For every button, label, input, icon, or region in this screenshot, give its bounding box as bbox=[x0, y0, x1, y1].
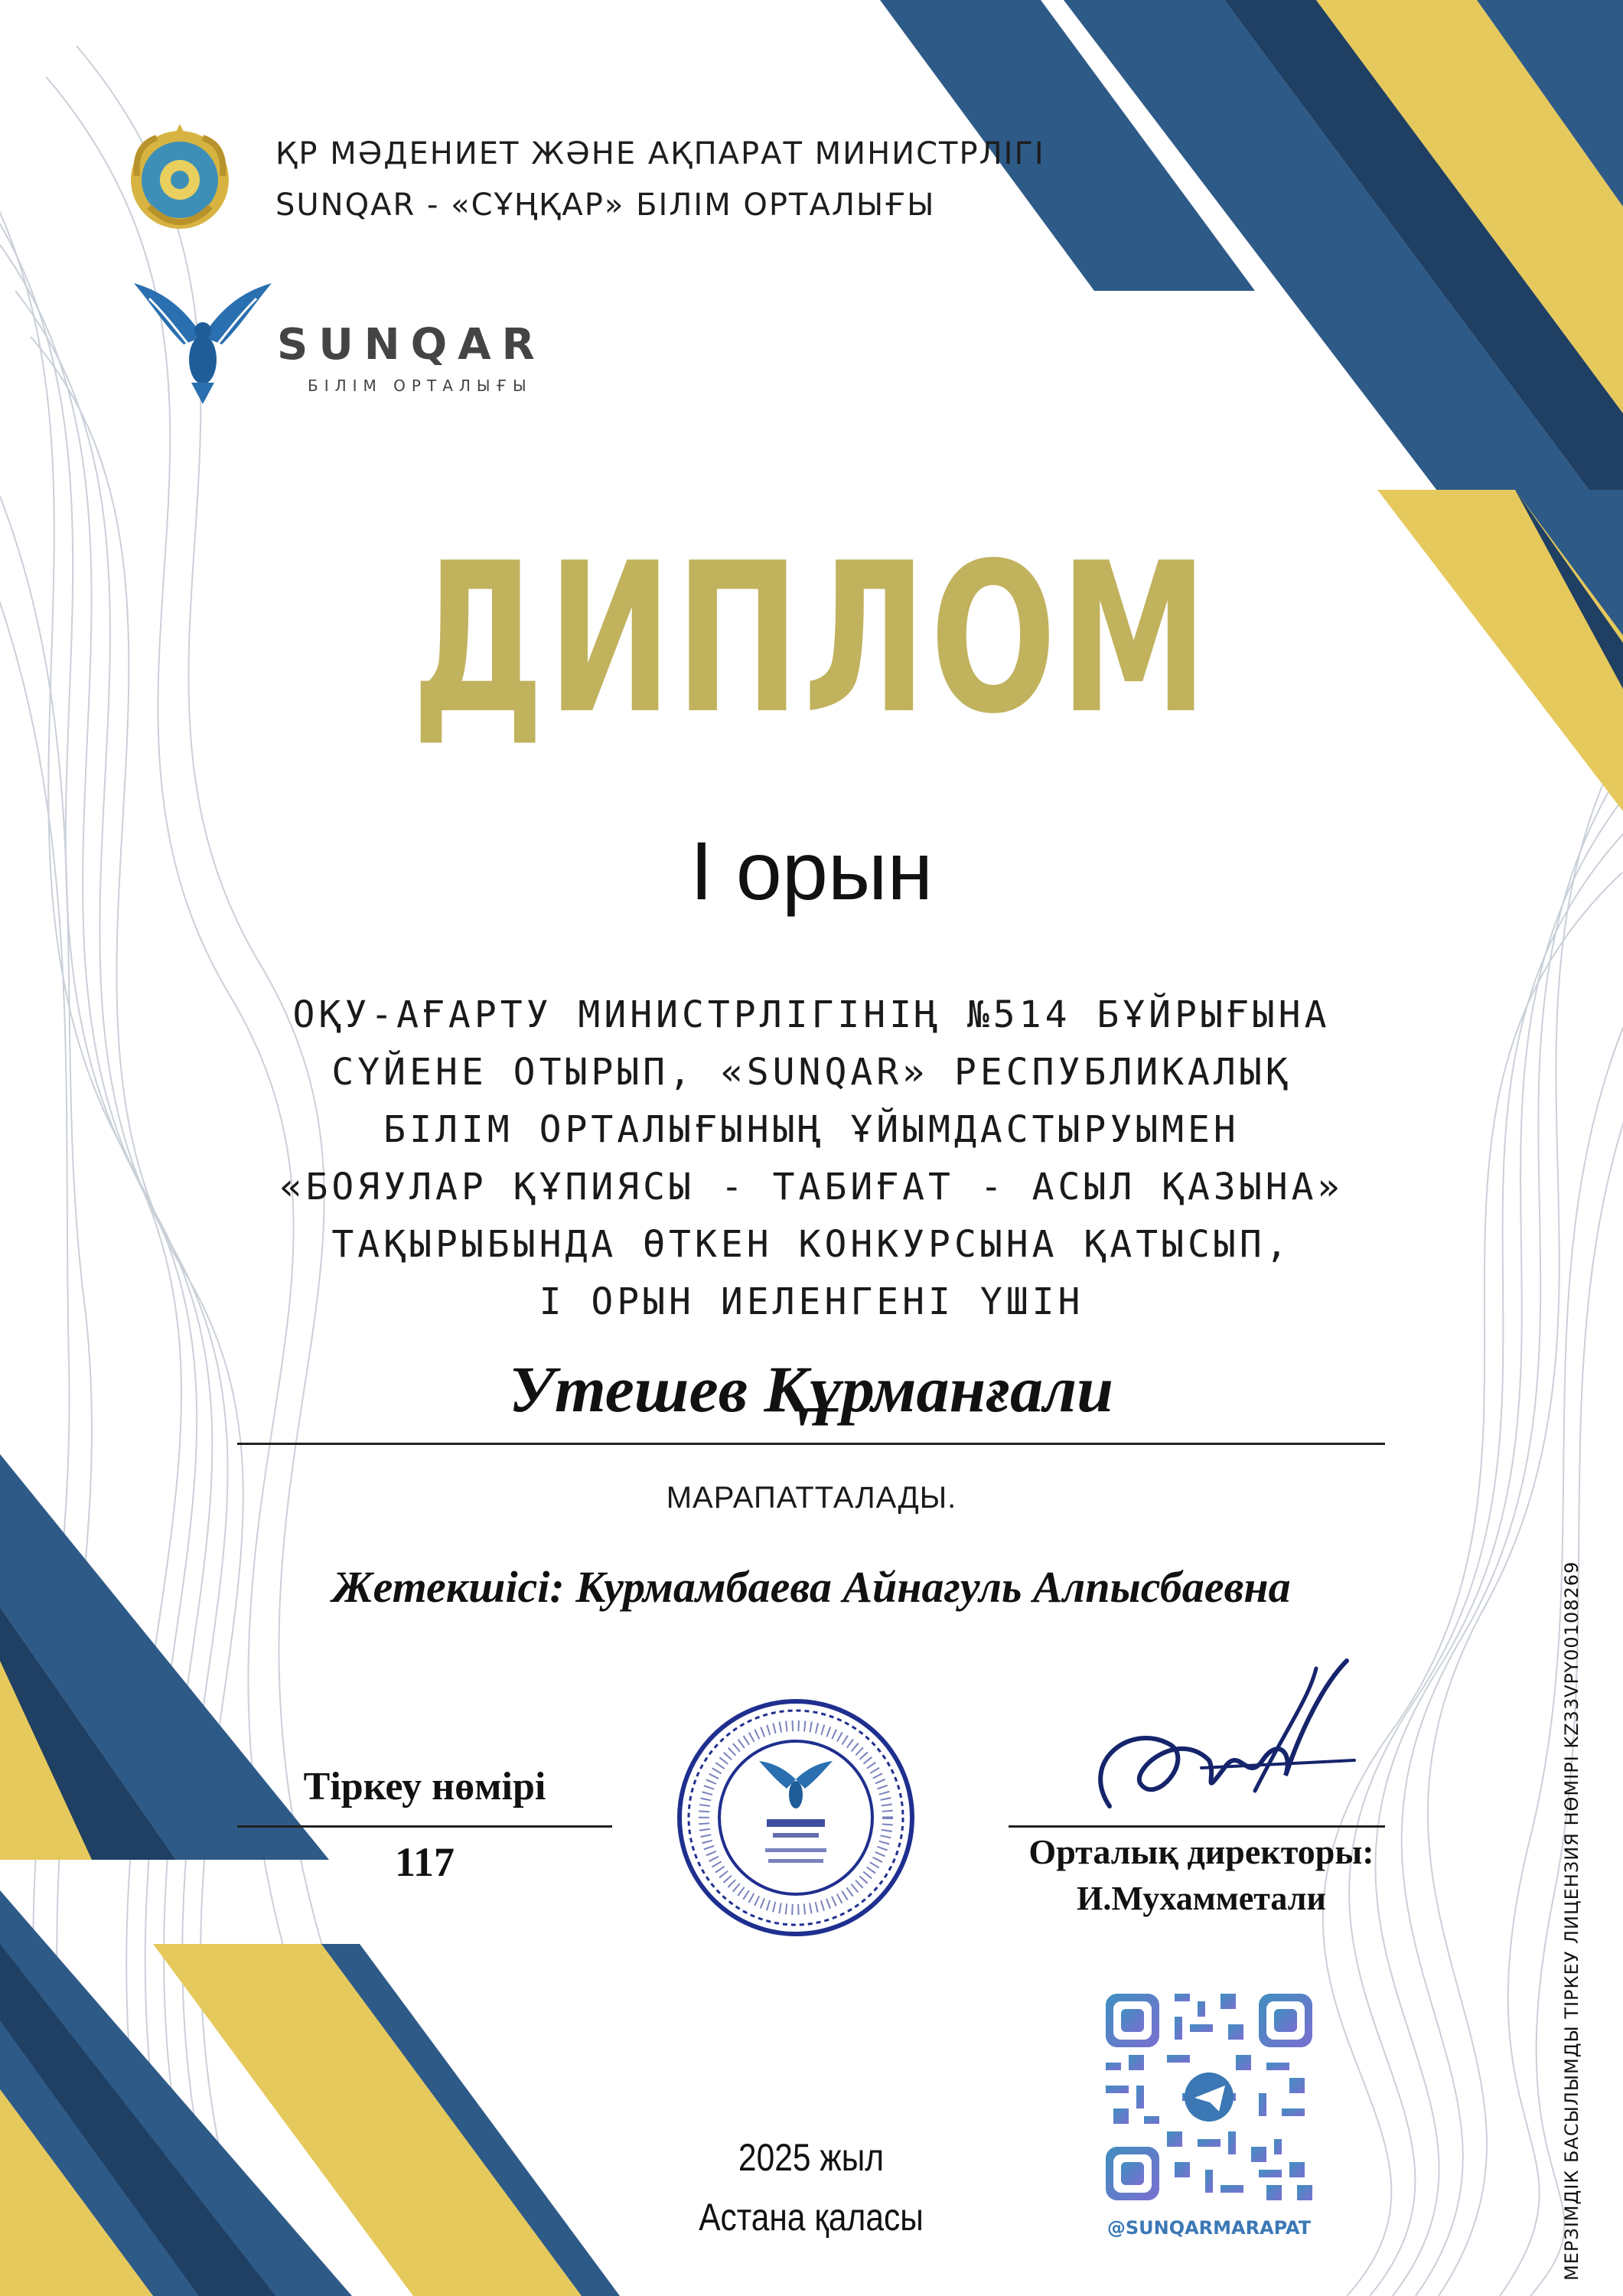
body-line-5: ТАҚЫРЫБЫНДА ӨТКЕН КОНКУРСЫНА ҚАТЫСЫП, bbox=[331, 1223, 1292, 1266]
director-name: И.Мухамметали bbox=[1077, 1880, 1326, 1917]
license-number: МЕРЗІМДІК БАСЫЛЫМДЫ ТІРКЕУ ЛИЦЕНЗИЯ НӨМІРІ KZ33VPY00108269 bbox=[1561, 1561, 1582, 2281]
ministry-line: ҚР МӘДЕНИЕТ ЖӘНЕ АҚПАРАТ МИНИСТРЛІГІ bbox=[275, 136, 1045, 171]
handwritten-signature-icon bbox=[1064, 1653, 1370, 1829]
social-handle[interactable]: @SUNQARMARAPAT bbox=[1106, 2217, 1312, 2239]
brand-subtitle: БІЛІМ ОРТАЛЫҒЫ bbox=[308, 377, 533, 395]
body-line-4: «БОЯУЛАР ҚҰПИЯСЫ - ТАБИҒАТ - АСЫЛ ҚАЗЫНА» bbox=[279, 1166, 1344, 1208]
registration-underline bbox=[237, 1825, 612, 1828]
supervisor-line: Жетекшісі: Курмамбаева Айнагуль Алпысбаевна bbox=[332, 1562, 1291, 1612]
registration-number: 117 bbox=[394, 1839, 455, 1885]
brand-name: SUNQAR bbox=[277, 320, 546, 370]
body-line-1: ОҚУ-АҒАРТУ МИНИСТРЛІГІНІҢ №514 БҰЙРЫҒЫНА bbox=[292, 993, 1331, 1036]
issue-city: Астана қаласы bbox=[699, 2196, 924, 2239]
kazakhstan-emblem-icon bbox=[126, 122, 233, 237]
center-line: SUNQAR - «СҰҢҚАР» БІЛІМ ОРТАЛЫҒЫ bbox=[275, 188, 936, 223]
qr-code-icon[interactable] bbox=[1106, 1994, 1312, 2200]
issue-year: 2025 жыл bbox=[738, 2136, 885, 2179]
director-label: Орталық директоры: bbox=[1028, 1832, 1374, 1871]
recipient-name: Утешев Құрманғали bbox=[509, 1352, 1113, 1426]
body-line-6: I ОРЫН ИЕЛЕНГЕНІ ҮШІН bbox=[539, 1280, 1084, 1323]
recipient-underline bbox=[237, 1443, 1385, 1445]
diploma-title: ДИПЛОМ bbox=[412, 518, 1211, 759]
round-stamp-icon bbox=[673, 1695, 918, 1940]
place-label: I орын bbox=[689, 824, 934, 917]
eagle-logo-icon bbox=[130, 276, 275, 406]
director-underline bbox=[1009, 1825, 1385, 1828]
body-line-2: СҮЙЕНЕ ОТЫРЫП, «SUNQAR» РЕСПУБЛИКАЛЫҚ bbox=[331, 1051, 1292, 1094]
body-line-3: БІЛІМ ОРТАЛЫҒЫНЫҢ ҰЙЫМДАСТЫРУЫМЕН bbox=[383, 1108, 1240, 1151]
awarded-label: МАРАПАТТАЛАДЫ. bbox=[666, 1481, 957, 1515]
registration-label: Тіркеу нөмірі bbox=[303, 1765, 546, 1808]
